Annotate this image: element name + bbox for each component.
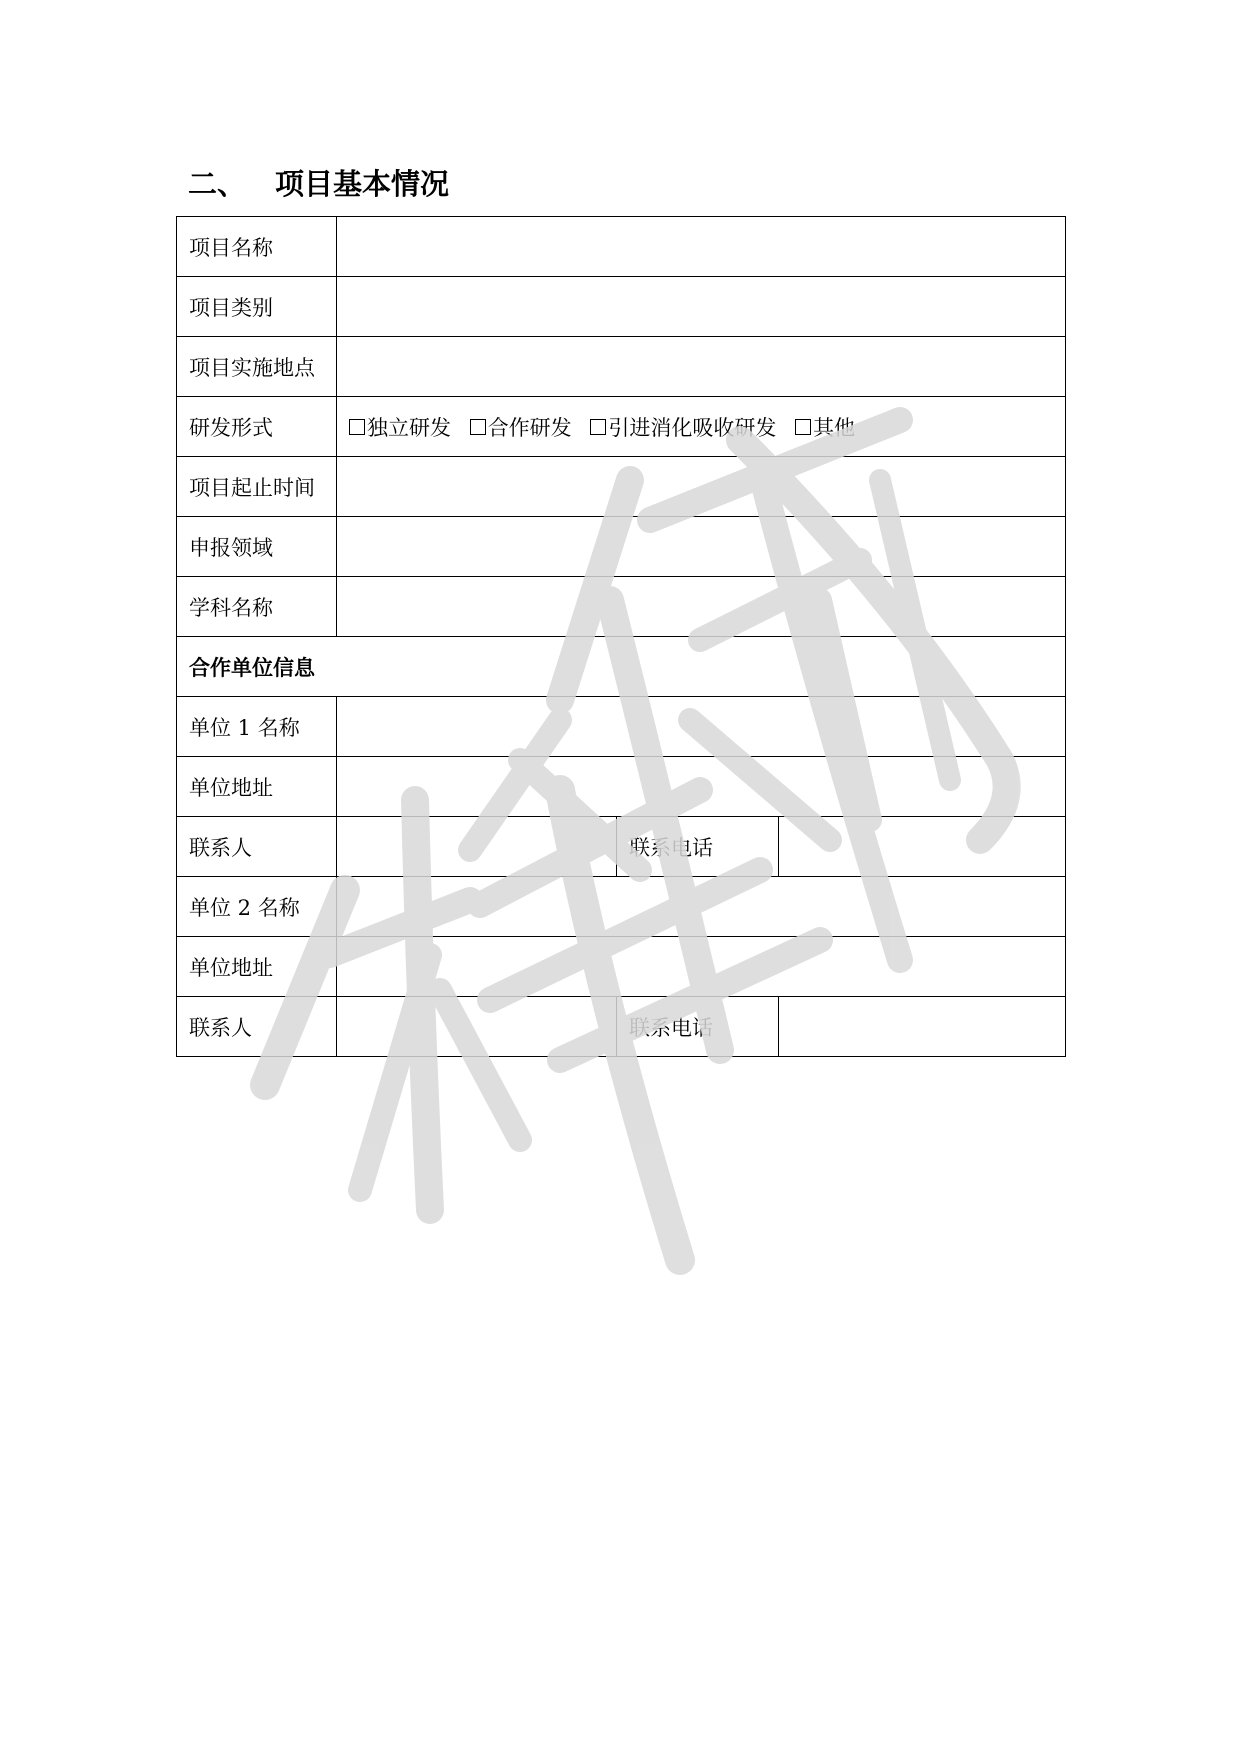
- unit2-address-field[interactable]: [337, 937, 1066, 997]
- table-row: [177, 577, 1066, 637]
- table-row: [177, 937, 1066, 997]
- label-unit2-address: 单位地址: [177, 937, 337, 997]
- label-project-name: 项目名称: [177, 217, 337, 277]
- label-rd-form: 研发形式: [177, 397, 337, 457]
- rd-option-other[interactable]: 其他: [795, 412, 855, 442]
- unit1-address-field[interactable]: [337, 757, 1066, 817]
- rd-form-options: [337, 397, 1066, 457]
- label-project-category: 项目类别: [177, 277, 337, 337]
- rd-option-cooperative[interactable]: 合作研发: [470, 412, 572, 442]
- rd-option-import[interactable]: 引进消化吸收研发: [590, 412, 776, 442]
- unit2-name-field[interactable]: [337, 877, 1066, 937]
- checkbox-icon[interactable]: [795, 419, 811, 435]
- table-row: [177, 397, 1066, 457]
- checkbox-icon[interactable]: [349, 419, 365, 435]
- table-row: [177, 217, 1066, 277]
- table-row: [177, 517, 1066, 577]
- project-category-field[interactable]: [337, 277, 1066, 337]
- table-row: [177, 757, 1066, 817]
- unit1-contact-field[interactable]: [337, 817, 617, 877]
- domain-field[interactable]: [337, 517, 1066, 577]
- label-unit1-contact: 联系人: [177, 817, 337, 877]
- section-title: [188, 162, 449, 203]
- unit1-phone-field[interactable]: [779, 817, 1066, 877]
- label-unit2-contact: 联系人: [177, 997, 337, 1057]
- checkbox-icon[interactable]: [470, 419, 486, 435]
- project-location-field[interactable]: [337, 337, 1066, 397]
- partner-info-heading: 合作单位信息: [177, 637, 1066, 697]
- section-number: 二、: [188, 167, 247, 201]
- unit1-name-field[interactable]: [337, 697, 1066, 757]
- table-row: [177, 877, 1066, 937]
- label-unit2-phone: 联系电话: [617, 997, 779, 1057]
- label-unit1-address: 单位地址: [177, 757, 337, 817]
- project-info-table: [176, 216, 1066, 1057]
- discipline-field[interactable]: [337, 577, 1066, 637]
- project-period-field[interactable]: [337, 457, 1066, 517]
- table-row: [177, 697, 1066, 757]
- table-row: [177, 337, 1066, 397]
- label-domain: 申报领域: [177, 517, 337, 577]
- unit2-contact-field[interactable]: [337, 997, 617, 1057]
- table-row: [177, 457, 1066, 517]
- table-row: [177, 997, 1066, 1057]
- unit2-phone-field[interactable]: [779, 997, 1066, 1057]
- label-unit1-phone: 联系电话: [617, 817, 779, 877]
- section-heading: 项目基本情况: [275, 167, 450, 201]
- table-row: [177, 817, 1066, 877]
- rd-option-independent[interactable]: 独立研发: [349, 412, 451, 442]
- label-discipline: 学科名称: [177, 577, 337, 637]
- label-unit2-name: 单位 2 名称: [177, 877, 337, 937]
- label-project-period: 项目起止时间: [177, 457, 337, 517]
- checkbox-icon[interactable]: [590, 419, 606, 435]
- label-project-location: 项目实施地点: [177, 337, 337, 397]
- table-row: [177, 637, 1066, 697]
- label-unit1-name: 单位 1 名称: [177, 697, 337, 757]
- project-name-field[interactable]: [337, 217, 1066, 277]
- table-row: [177, 277, 1066, 337]
